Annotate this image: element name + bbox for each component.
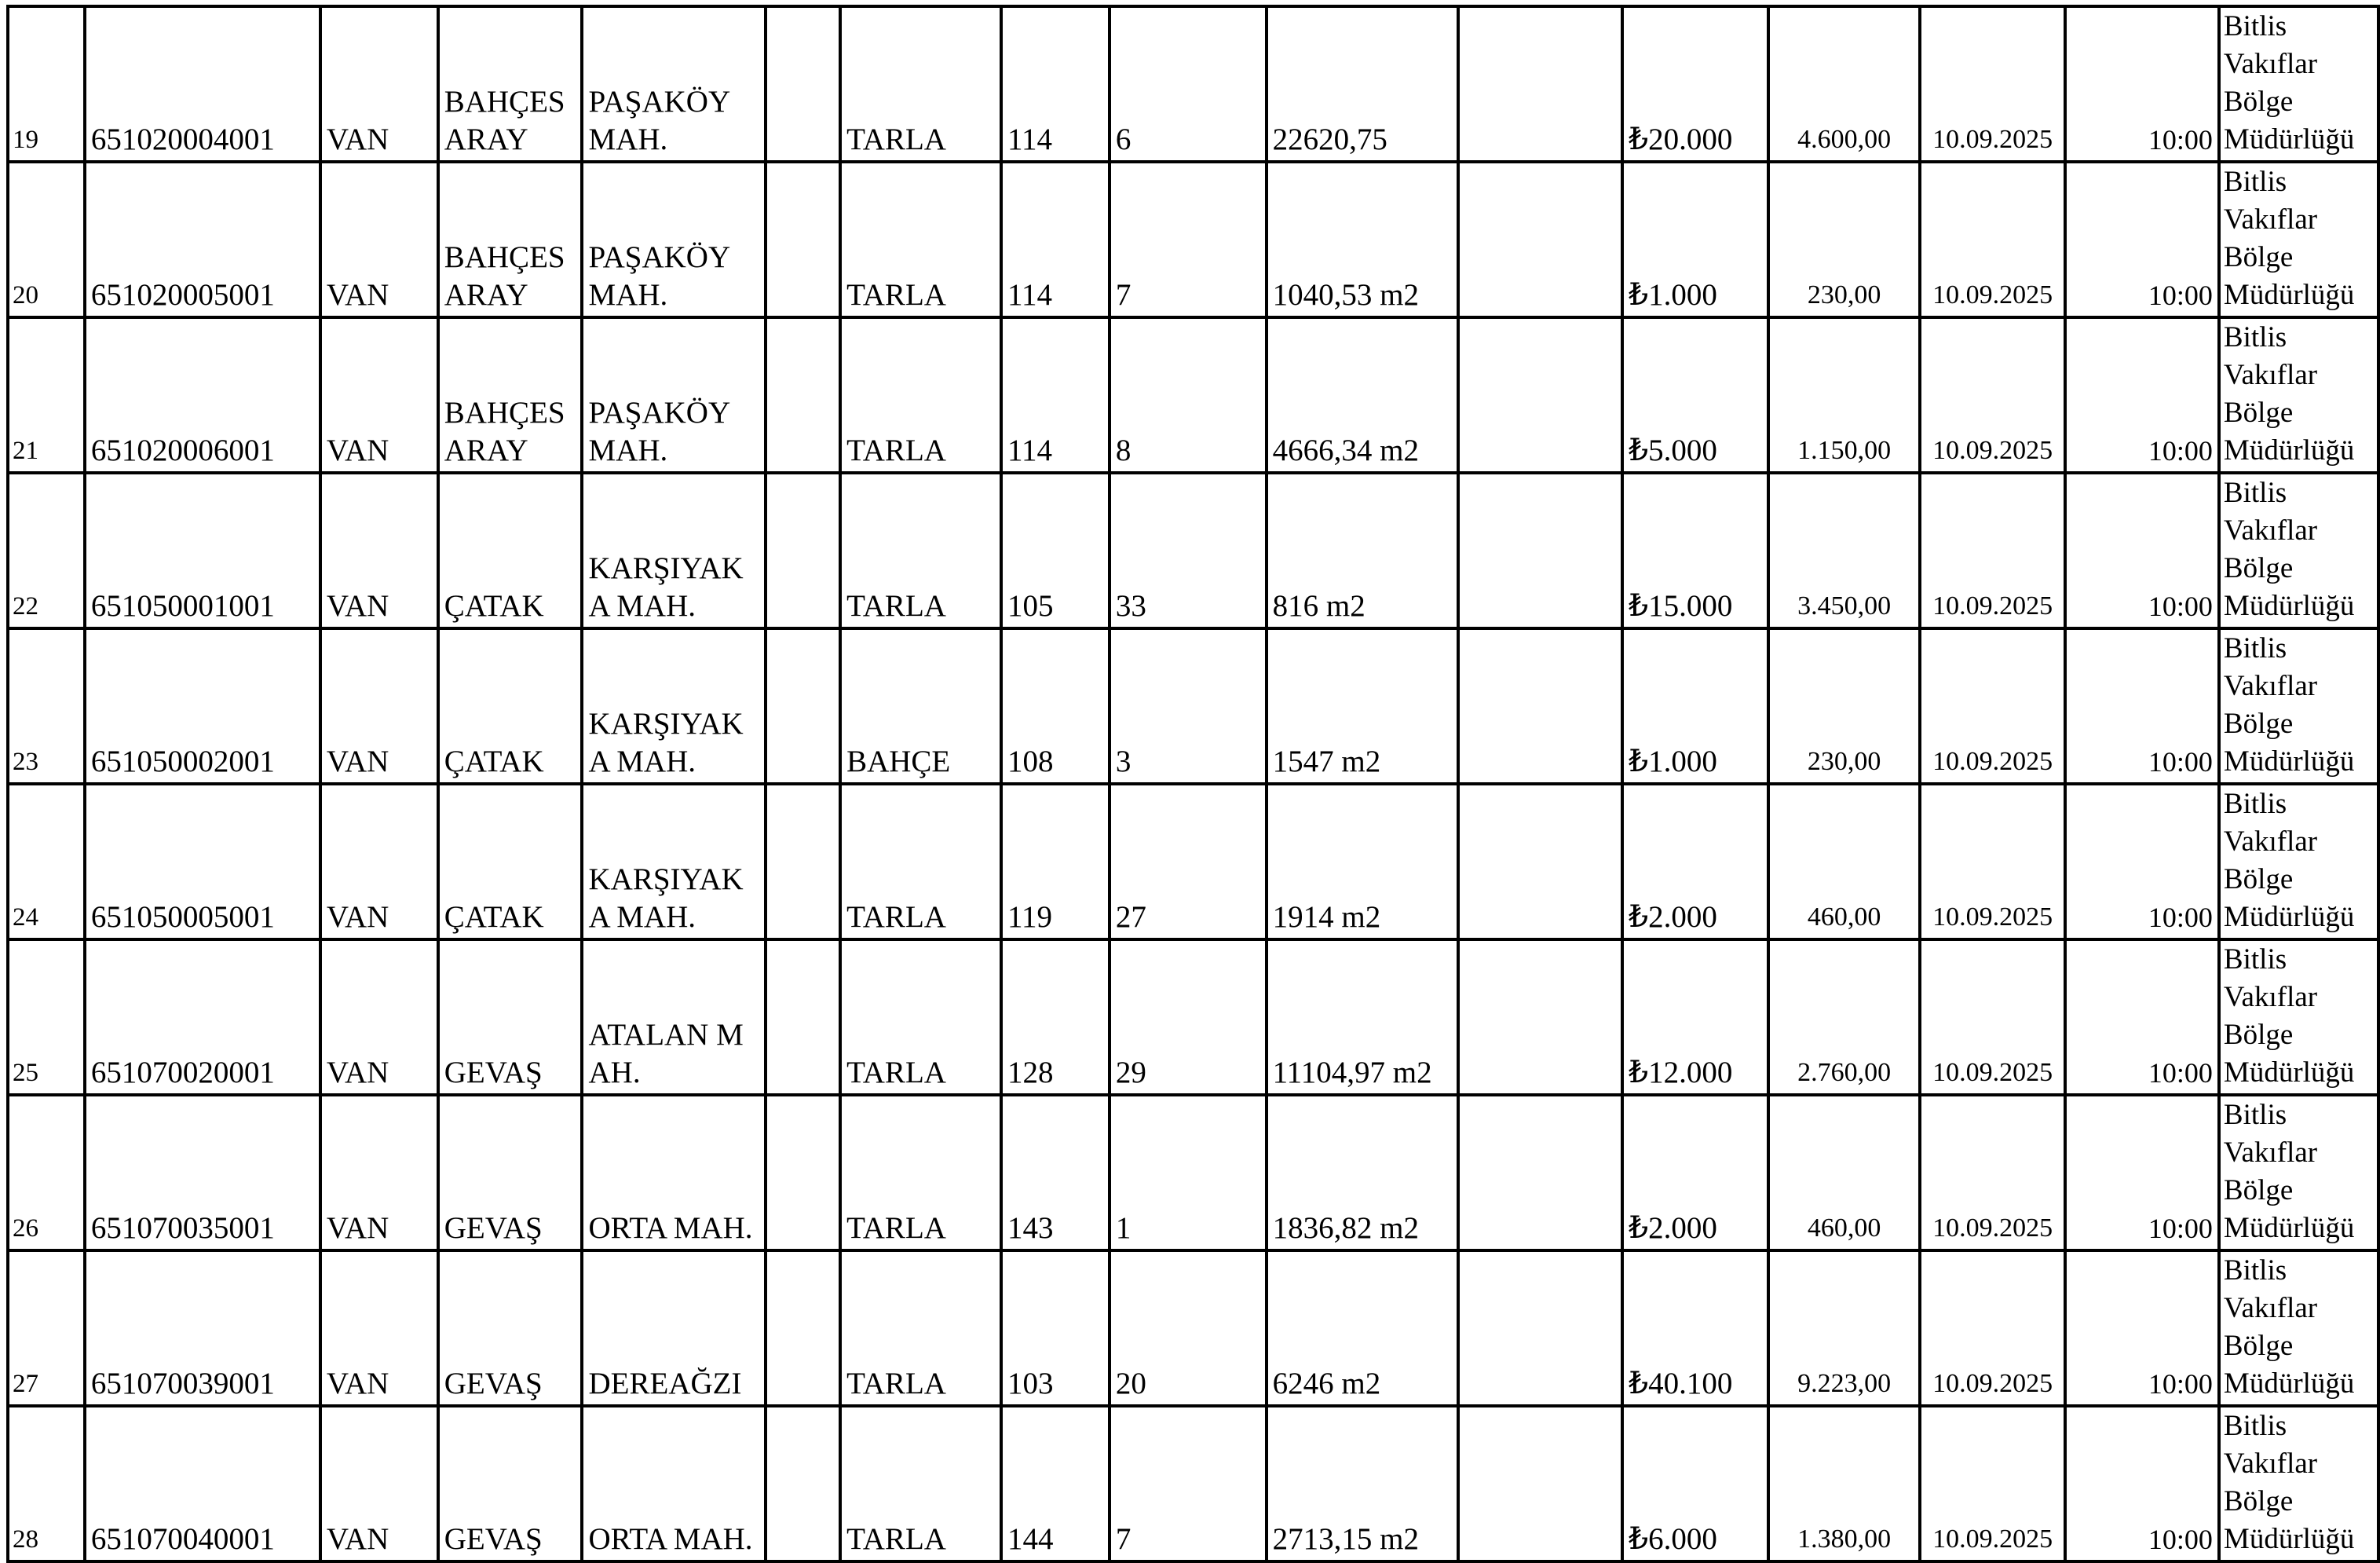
deposit-amount: 1.380,00 [1768,1406,1920,1561]
table-row [8,1250,2378,1406]
district: BAHÇESARAY [438,6,583,162]
estimated-price: ₺1.000 [1622,162,1768,317]
province: VAN [320,162,438,317]
province: VAN [320,1250,438,1406]
empty-cell [766,317,840,473]
district: BAHÇESARAY [438,162,583,317]
district: GEVAŞ [438,939,583,1095]
property-type: TARLA [840,1250,1001,1406]
empty-cell [1458,1406,1623,1561]
neighborhood: KARŞIYAKA MAH. [582,473,766,628]
area: 4666,34 m2 [1267,317,1458,473]
area: 1040,53 m2 [1267,162,1458,317]
deposit-amount: 230,00 [1768,162,1920,317]
estimated-price: ₺20.000 [1622,6,1768,162]
office-name: Bitlis Vakıflar Bölge Müdürlüğü [2219,1406,2378,1561]
province: VAN [320,473,438,628]
row-number: 21 [8,317,85,473]
empty-cell [766,1406,840,1561]
area: 22620,75 [1267,6,1458,162]
estimated-price: ₺5.000 [1622,317,1768,473]
empty-cell [766,1250,840,1406]
deposit-amount: 9.223,00 [1768,1250,1920,1406]
deposit-amount: 4.600,00 [1768,6,1920,162]
province: VAN [320,784,438,939]
table-row [8,473,2378,628]
property-type: TARLA [840,162,1001,317]
table-row [8,162,2378,317]
office-name: Bitlis Vakıflar Bölge Müdürlüğü [2219,6,2378,162]
property-code: 651070039001 [85,1250,320,1406]
tender-time: 10:00 [2065,473,2219,628]
property-type: TARLA [840,939,1001,1095]
row-number: 23 [8,628,85,784]
block-number: 119 [1001,784,1110,939]
empty-cell [766,6,840,162]
property-type: TARLA [840,473,1001,628]
block-number: 114 [1001,6,1110,162]
neighborhood: PAŞAKÖY MAH. [582,162,766,317]
neighborhood: KARŞIYAKA MAH. [582,628,766,784]
tender-date: 10.09.2025 [1920,939,2065,1095]
tender-date: 10.09.2025 [1920,6,2065,162]
table-row [8,317,2378,473]
area: 1547 m2 [1267,628,1458,784]
tender-time: 10:00 [2065,628,2219,784]
empty-cell [1458,162,1623,317]
neighborhood: ATALAN MAH. [582,939,766,1095]
province: VAN [320,317,438,473]
property-code: 651020006001 [85,317,320,473]
deposit-amount: 2.760,00 [1768,939,1920,1095]
empty-cell [1458,1250,1623,1406]
tender-time: 10:00 [2065,784,2219,939]
area: 11104,97 m2 [1267,939,1458,1095]
office-name: Bitlis Vakıflar Bölge Müdürlüğü [2219,317,2378,473]
office-name: Bitlis Vakıflar Bölge Müdürlüğü [2219,784,2378,939]
property-code: 651050001001 [85,473,320,628]
row-number: 26 [8,1095,85,1250]
tender-time: 10:00 [2065,6,2219,162]
table-row [8,1406,2378,1561]
office-name: Bitlis Vakıflar Bölge Müdürlüğü [2219,939,2378,1095]
area: 1836,82 m2 [1267,1095,1458,1250]
deposit-amount: 230,00 [1768,628,1920,784]
parcel-number: 33 [1110,473,1267,628]
empty-cell [766,1095,840,1250]
estimated-price: ₺6.000 [1622,1406,1768,1561]
parcel-number: 8 [1110,317,1267,473]
tender-date: 10.09.2025 [1920,473,2065,628]
office-name: Bitlis Vakıflar Bölge Müdürlüğü [2219,1095,2378,1250]
property-tender-table [6,5,2380,1563]
area: 1914 m2 [1267,784,1458,939]
property-type: TARLA [840,1095,1001,1250]
empty-cell [1458,784,1623,939]
empty-cell [766,162,840,317]
property-type: TARLA [840,317,1001,473]
property-code: 651020004001 [85,6,320,162]
empty-cell [766,939,840,1095]
district: BAHÇESARAY [438,317,583,473]
empty-cell [1458,473,1623,628]
tender-time: 10:00 [2065,1095,2219,1250]
office-name: Bitlis Vakıflar Bölge Müdürlüğü [2219,473,2378,628]
tender-date: 10.09.2025 [1920,1095,2065,1250]
office-name: Bitlis Vakıflar Bölge Müdürlüğü [2219,1250,2378,1406]
deposit-amount: 460,00 [1768,784,1920,939]
office-name: Bitlis Vakıflar Bölge Müdürlüğü [2219,162,2378,317]
tender-time: 10:00 [2065,162,2219,317]
district: GEVAŞ [438,1095,583,1250]
tender-date: 10.09.2025 [1920,317,2065,473]
property-type: TARLA [840,1406,1001,1561]
table-row [8,784,2378,939]
province: VAN [320,6,438,162]
block-number: 143 [1001,1095,1110,1250]
row-number: 22 [8,473,85,628]
parcel-number: 29 [1110,939,1267,1095]
block-number: 108 [1001,628,1110,784]
area: 816 m2 [1267,473,1458,628]
tender-date: 10.09.2025 [1920,1406,2065,1561]
property-code: 651070020001 [85,939,320,1095]
district: ÇATAK [438,784,583,939]
district: ÇATAK [438,628,583,784]
empty-cell [1458,628,1623,784]
property-code: 651050002001 [85,628,320,784]
tender-time: 10:00 [2065,1250,2219,1406]
empty-cell [1458,1095,1623,1250]
empty-cell [1458,939,1623,1095]
block-number: 105 [1001,473,1110,628]
tender-date: 10.09.2025 [1920,628,2065,784]
deposit-amount: 460,00 [1768,1095,1920,1250]
parcel-number: 6 [1110,6,1267,162]
parcel-number: 20 [1110,1250,1267,1406]
block-number: 144 [1001,1406,1110,1561]
row-number: 25 [8,939,85,1095]
property-code: 651050005001 [85,784,320,939]
row-number: 27 [8,1250,85,1406]
parcel-number: 3 [1110,628,1267,784]
block-number: 114 [1001,162,1110,317]
tender-date: 10.09.2025 [1920,162,2065,317]
property-code: 651020005001 [85,162,320,317]
block-number: 103 [1001,1250,1110,1406]
estimated-price: ₺15.000 [1622,473,1768,628]
estimated-price: ₺2.000 [1622,784,1768,939]
property-type: BAHÇE [840,628,1001,784]
row-number: 24 [8,784,85,939]
parcel-number: 1 [1110,1095,1267,1250]
neighborhood: PAŞAKÖY MAH. [582,6,766,162]
tender-time: 10:00 [2065,939,2219,1095]
table-row [8,939,2378,1095]
block-number: 114 [1001,317,1110,473]
tender-time: 10:00 [2065,1406,2219,1561]
province: VAN [320,939,438,1095]
empty-cell [1458,317,1623,473]
block-number: 128 [1001,939,1110,1095]
property-type: TARLA [840,6,1001,162]
table-row [8,1095,2378,1250]
row-number: 20 [8,162,85,317]
neighborhood: KARŞIYAKA MAH. [582,784,766,939]
parcel-number: 27 [1110,784,1267,939]
area: 2713,15 m2 [1267,1406,1458,1561]
estimated-price: ₺12.000 [1622,939,1768,1095]
neighborhood: DEREAĞZI [582,1250,766,1406]
district: ÇATAK [438,473,583,628]
province: VAN [320,628,438,784]
neighborhood: ORTA MAH. [582,1406,766,1561]
province: VAN [320,1406,438,1561]
row-number: 19 [8,6,85,162]
tender-date: 10.09.2025 [1920,1250,2065,1406]
estimated-price: ₺2.000 [1622,1095,1768,1250]
deposit-amount: 1.150,00 [1768,317,1920,473]
tender-time: 10:00 [2065,317,2219,473]
row-number: 28 [8,1406,85,1561]
district: GEVAŞ [438,1406,583,1561]
table-body [8,6,2378,1561]
property-code: 651070040001 [85,1406,320,1561]
neighborhood: PAŞAKÖY MAH. [582,317,766,473]
empty-cell [1458,6,1623,162]
office-name: Bitlis Vakıflar Bölge Müdürlüğü [2219,628,2378,784]
estimated-price: ₺40.100 [1622,1250,1768,1406]
parcel-number: 7 [1110,162,1267,317]
tender-date: 10.09.2025 [1920,784,2065,939]
estimated-price: ₺1.000 [1622,628,1768,784]
table-row [8,6,2378,162]
empty-cell [766,628,840,784]
deposit-amount: 3.450,00 [1768,473,1920,628]
neighborhood: ORTA MAH. [582,1095,766,1250]
empty-cell [766,784,840,939]
province: VAN [320,1095,438,1250]
table-row [8,628,2378,784]
property-code: 651070035001 [85,1095,320,1250]
district: GEVAŞ [438,1250,583,1406]
parcel-number: 7 [1110,1406,1267,1561]
area: 6246 m2 [1267,1250,1458,1406]
property-type: TARLA [840,784,1001,939]
empty-cell [766,473,840,628]
